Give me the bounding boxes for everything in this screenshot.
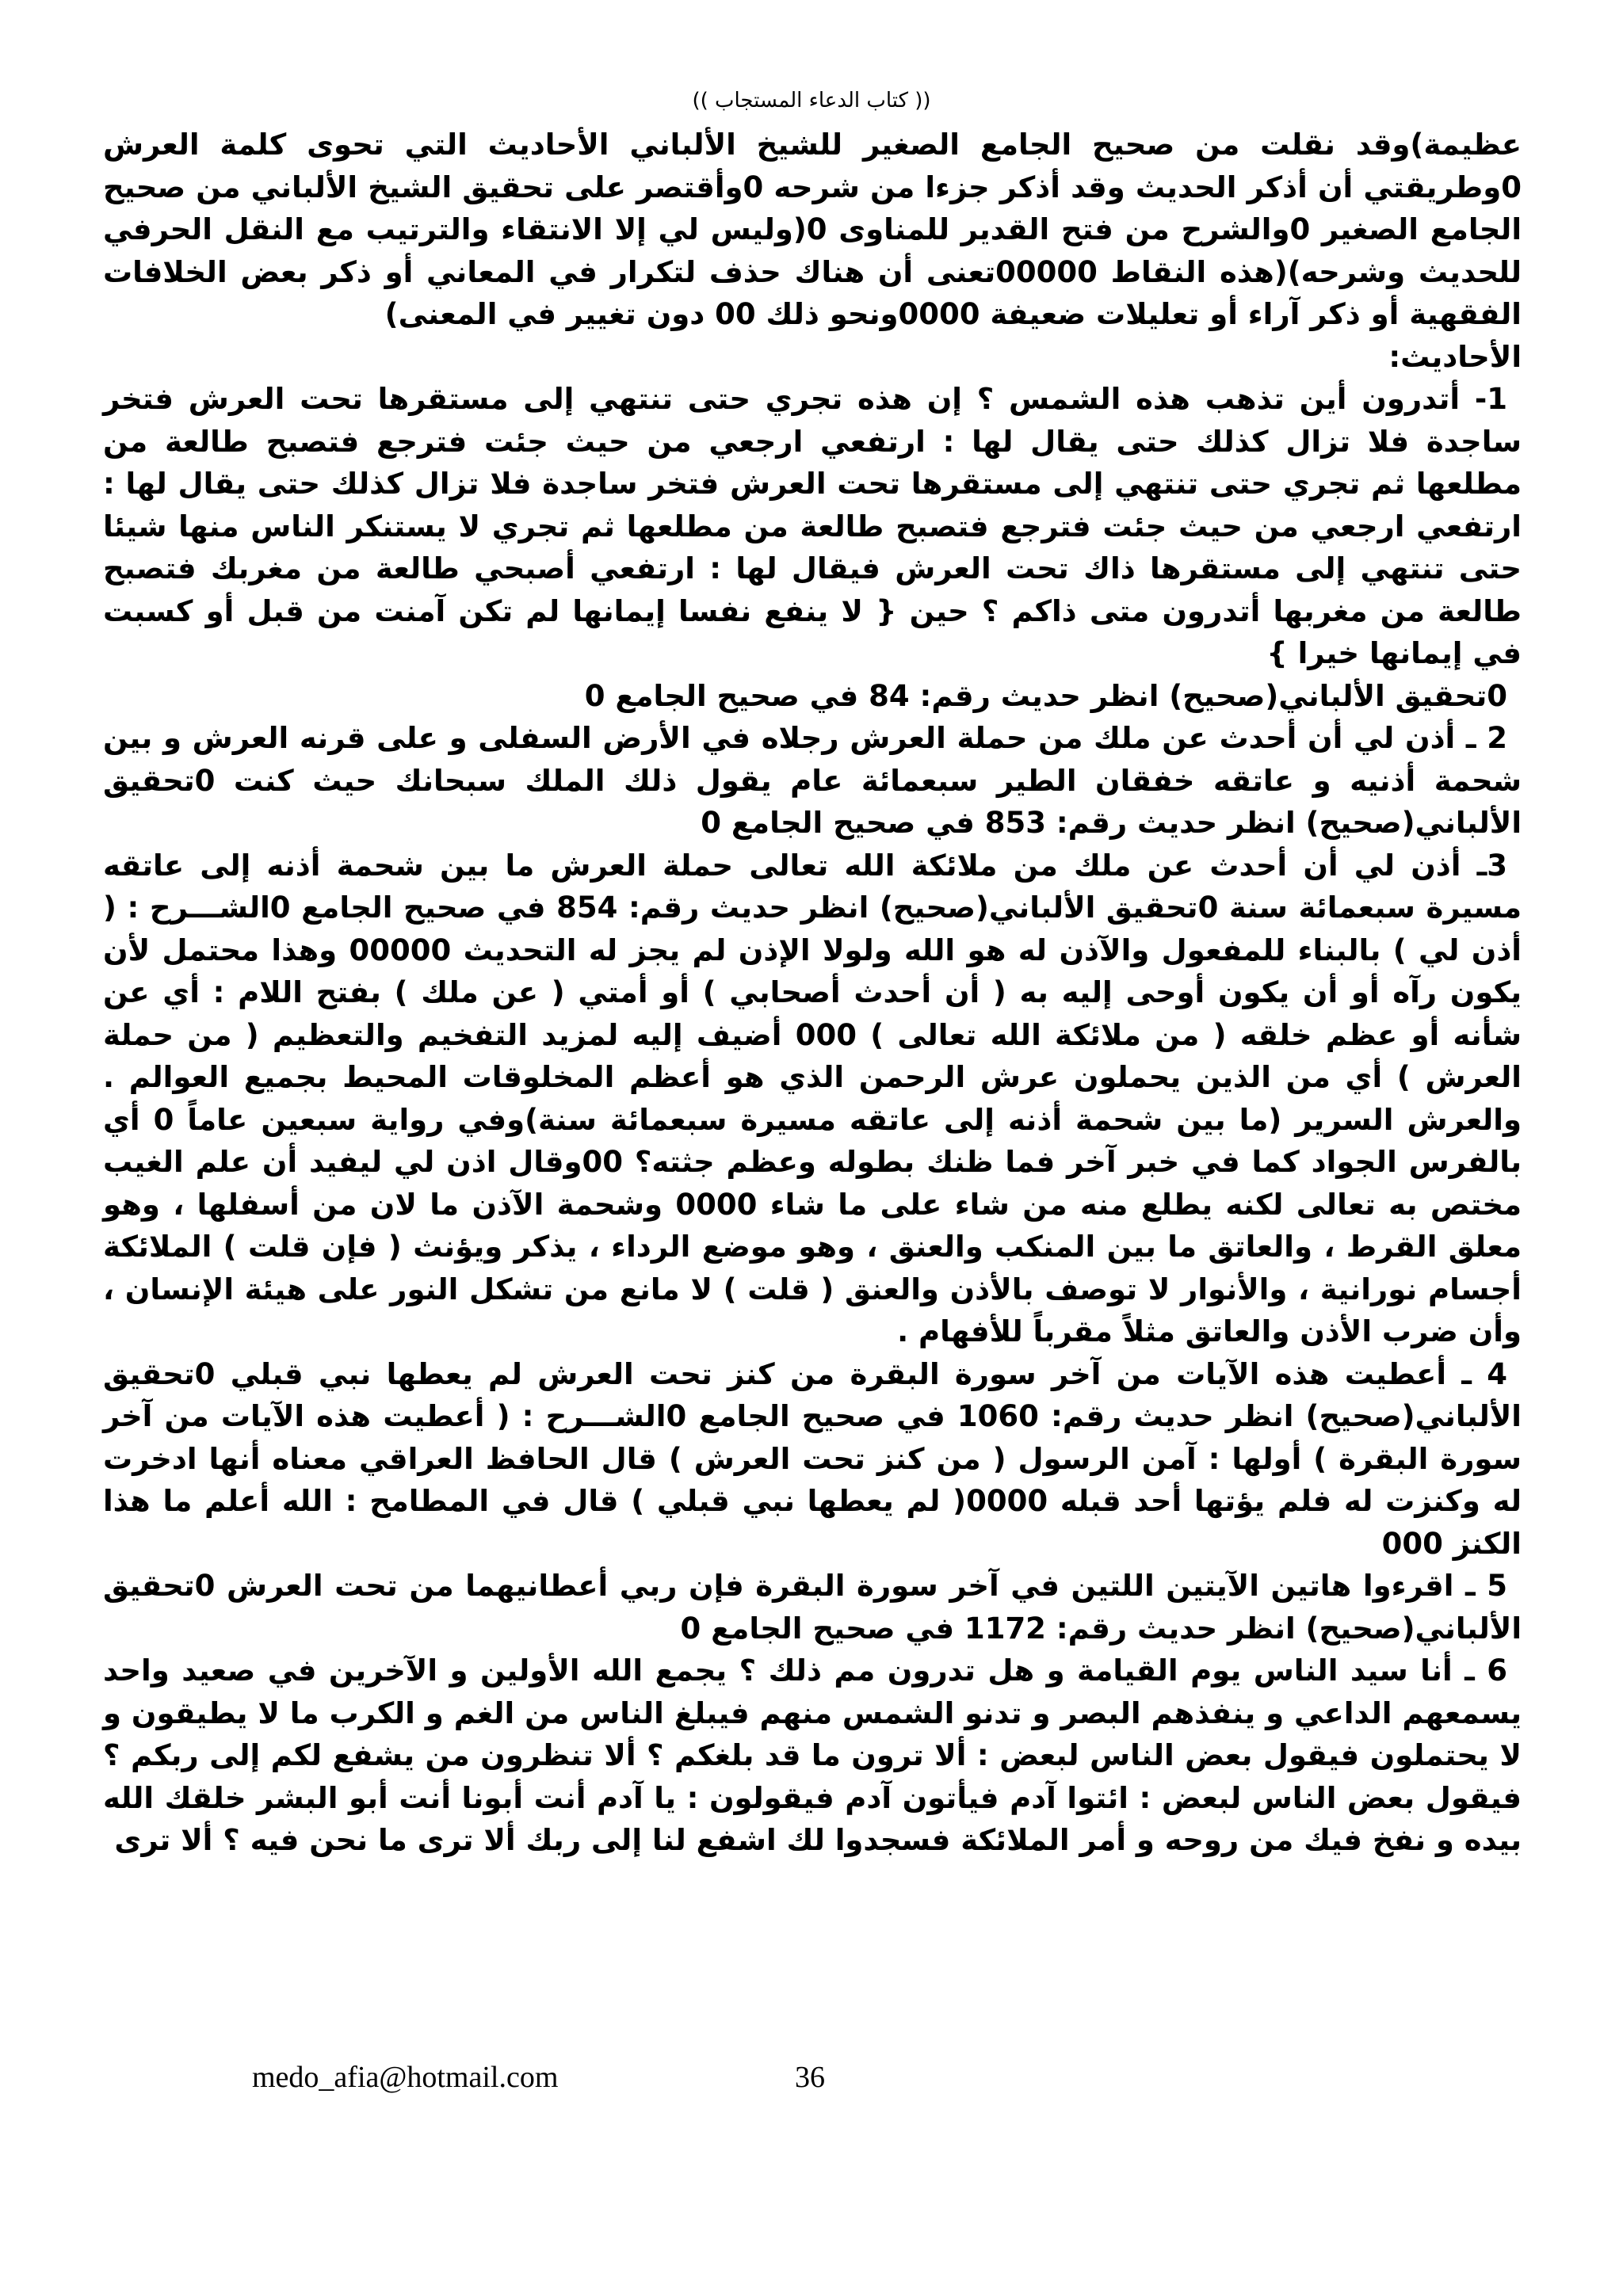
footer-email: medo_afia@hotmail.com [252,2061,559,2094]
hadith-4: 4 ـ أعطيت هذه الآيات من آخر سورة البقرة من كنز تحت العرش لم يعطها نبي قبلي 0تحقيق الألباني(صحيح) انظر حديث رقم: 1060 في صحيح الجامع 0الشـــرح : ( أعطيت هذه الآيات من آخر سورة البقرة ) أولها : آمن الرسول ( من كنز تحت العرش ) قال الحافظ العراقي معناه أنها ادخرت له وكنزت له فلم يؤتها أحد قبله 0000( لم يعطها نبي قبلي ) قال في المطامح : الله أعلم ما هذا الكنز 000 [103,1356,1522,1561]
page-number: 36 [795,2061,825,2094]
section-heading: الأحاديث: [1388,339,1522,374]
hadith-1: 1- أتدرون أين تذهب هذه الشمس ؟ إن هذه تجري حتى تنتهي إلى مستقرها تحت العرش فتخر ساجدة فلا تزال كذلك حتى يقال لها : ارتفعي ارجعي من حيث جئت فترجع فتصبح طالعة من مطلعها ثم تجري حتى تنتهي إلى مستقرها تحت العرش فتخر ساجدة فلا تزال كذلك حتى يقال لها : ارتفعي ارجعي من حيث جئت فترجع فتصبح طالعة من مطلعها ثم تجري لا يستنكر الناس منها شيئا حتى تنتهي إلى مستقرها ذاك تحت العرش فيقال لها : ارتفعي أصبحي طالعة من مغربك فتصبح طالعة من مغربها أتدرون متى ذاكم ؟ حين { لا ينفع نفسا إيمانها لم تكن آمنت من قبل أو كسبت في إيمانها خيرا } [103,382,1522,670]
hadith-6: 6 ـ أنا سيد الناس يوم القيامة و هل تدرون مم ذلك ؟ يجمع الله الأولين و الآخرين في صعيد واحد يسمعهم الداعي و ينفذهم البصر و تدنو الشمس منهم فيبلغ الناس من الغم و الكرب ما لا يطيقون و لا يحتملون فيقول بعض الناس لبعض : ألا ترون ما قد بلغكم ؟ ألا تنظرون من يشفع لكم إلى ربكم ؟ فيقول بعض الناس لبعض : ائتوا آدم فيأتون آدم فيقولون : يا آدم أنت أبونا أنت أبو البشر خلقك الله بيده و نفخ فيك من روحه و أمر الملائكة فسجدوا لك اشفع لنا إلى ربك ألا ترى ما نحن فيه ؟ ألا ترى [103,1653,1522,1857]
hadith-3: 3ـ أذن لي أن أحدث عن ملك من ملائكة الله تعالى حملة العرش ما بين شحمة أذنه إلى عاتقه مسيرة سبعمائة سنة 0تحقيق الألباني(صحيح) انظر حديث رقم: 854 في صحيح الجامع 0الشـــرح : ( أذن لي ) بالبناء للمفعول والآذن له هو الله ولولا الإذن لم يجز له التحديث 00000 وهذا محتمل لأن يكون رآه أو أن يكون أوحى إليه به ( أن أحدث أصحابي ) أو أمتي ( عن ملك ) بفتح اللام : أي عن شأنه أو عظم خلقه ( من ملائكة الله تعالى ) 000 أضيف إليه لمزيد التفخيم والتعظيم ( من حملة العرش ) أي من الذين يحملون عرش الرحمن الذي هو أعظم المخلوقات المحيط بجميع العوالم . والعرش السرير (ما بين شحمة أذنه إلى عاتقه مسيرة سبعمائة سنة)وفي رواية سبعين عاماً 0 أي بالفرس الجواد كما في خبر آخر فما ظنك بطوله وعظم جثته؟ 00وقال اذن لي ليفيد أن علم الغيب مختص به تعالى لكنه يطلع منه من شاء على ما شاء 0000 وشحمة الآذن ما لان من أسفلها ، وهو معلق القرط ، والعاتق ما بين المنكب والعنق ، وهو موضع الرداء ، يذكر ويؤنث ( فإن قلت ) الملائكة أجسام نورانية ، والأنوار لا توصف بالأذن والعنق ( قلت ) لا مانع من تشكل النور على هيئة الإنسان ، وأن ضرب الأذن والعاتق مثلاً مقرباً للأفهام . [103,848,1522,1348]
hadith-1-source: 0تحقيق الألباني(صحيح) انظر حديث رقم: 84 في صحيح الجامع 0 [584,678,1507,713]
intro-paragraph: عظيمة)وقد نقلت من صحيح الجامع الصغير للشيخ الألباني الأحاديث التي تحوى كلمة العرش 0وطريقتي أن أذكر الحديث وقد أذكر جزءا من شرحه 0وأقتصر على تحقيق الشيخ الألباني من صحيح الجامع الصغير 0والشرح من فتح القدير للمناوى 0(وليس لي إلا الانتقاء والترتيب مع النقل الحرفي للحديث وشرحه)(هذه النقاط 00000تعنى أن هناك حذف لتكرار في المعاني أو ذكر بعض الخلافات الفقهية أو ذكر آراء أو تعليلات ضعيفة 0000ونحو ذلك 00 دون تغيير في المعنى) [103,128,1522,331]
hadith-5: 5 ـ اقرءوا هاتين الآيتين اللتين في آخر سورة البقرة فإن ربي أعطانيهما من تحت العرش 0تحقيق الألباني(صحيح) انظر حديث رقم: 1172 في صحيح الجامع 0 [103,1569,1522,1646]
page-footer [0,2060,1623,2107]
running-header: (( كتاب الدعاء المستجاب )) [692,89,931,113]
hadith-2: 2 ـ أذن لي أن أحدث عن ملك من حملة العرش رجلاه في الأرض السفلى و على قرنه العرش و بين شحمة أذنيه و عاتقه خفقان الطير سبعمائة عام يقول ذلك الملك سبحانك حيث كنت 0تحقيق الألباني(صحيح) انظر حديث رقم: 853 في صحيح الجامع 0 [103,721,1522,840]
document-body [103,124,1522,1862]
